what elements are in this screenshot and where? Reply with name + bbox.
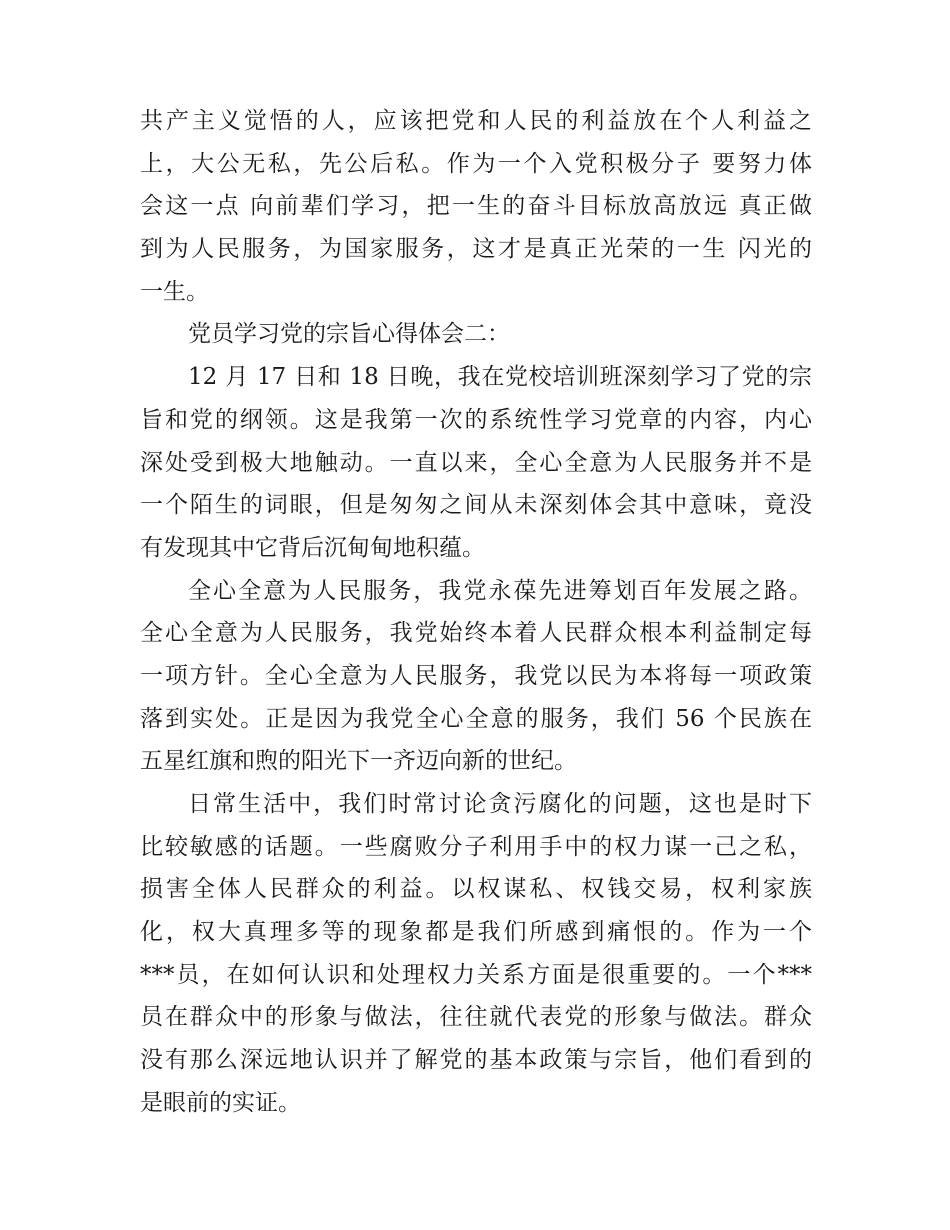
text-line: 共产主义觉悟的人，应该把党和人民的利益放在个人利益之 — [140, 108, 812, 134]
text-line: 是眼前的实证。 — [140, 1089, 301, 1116]
paragraph-3 — [140, 356, 812, 569]
text-line: 员在群众中的形象与做法，往往就代表党的形象与做法。群众 — [140, 1004, 812, 1031]
text-line: 全心全意为人民服务，我党始终本着人民群众根本利益制定每 — [140, 620, 812, 647]
text-line: 日常生活中，我们时常讨论贪污腐化的问题，这也是时下 — [188, 791, 812, 817]
paragraph-1 — [140, 100, 812, 313]
text-line: 比较敏感的话题。一些腐败分子利用手中的权力谋一己之私， — [140, 833, 812, 860]
paragraph-5 — [140, 783, 812, 1125]
document-page — [140, 100, 812, 1125]
text-line: 落到实处。正是因为我党全心全意的服务，我们 56 个民族在 — [140, 705, 812, 732]
text-line: 旨和党的纲领。这是我第一次的系统性学习党章的内容，内心 — [140, 406, 812, 433]
text-line: 全心全意为人民服务，我党永葆先进筹划百年发展之路。 — [188, 577, 812, 604]
text-line: 12 月 17 日和 18 日晚，我在党校培训班深刻学习了党的宗 — [188, 364, 812, 391]
text-line: 有发现其中它背后沉甸甸地积蕴。 — [140, 534, 485, 561]
paragraph-4 — [140, 570, 812, 783]
text-line: 化，权大真理多等的现象都是我们所感到痛恨的。作为一个 — [140, 919, 812, 946]
section-heading — [140, 313, 812, 356]
text-line: 上，大公无私，先公后私。作为一个入党积极分子 要努力体 — [140, 150, 812, 177]
text-line: 会这一点 向前辈们学习，把一生的奋斗目标放高放远 真正做 — [140, 193, 812, 220]
text-line: 到为人民服务，为国家服务，这才是真正光荣的一生 闪光的 — [140, 236, 812, 263]
heading-line: 党员学习党的宗旨心得体会二： — [188, 321, 510, 348]
text-line: 一生。 — [140, 278, 209, 305]
text-line: 一个陌生的词眼，但是匆匆之间从未深刻体会其中意味，竟没 — [140, 492, 812, 519]
text-line: 一项方针。全心全意为人民服务，我党以民为本将每一项政策 — [140, 662, 812, 689]
text-line: 没有那么深远地认识并了解党的基本政策与宗旨，他们看到的 — [140, 1047, 812, 1074]
text-line: 深处受到极大地触动。一直以来，全心全意为人民服务并不是 — [140, 449, 812, 476]
text-line: 五星红旗和煦的阳光下一齐迈向新的世纪。 — [140, 748, 577, 775]
text-line: 损害全体人民群众的利益。以权谋私、权钱交易，权利家族 — [140, 876, 812, 903]
text-line: ***员，在如何认识和处理权力关系方面是很重要的。一个*** — [140, 961, 812, 988]
